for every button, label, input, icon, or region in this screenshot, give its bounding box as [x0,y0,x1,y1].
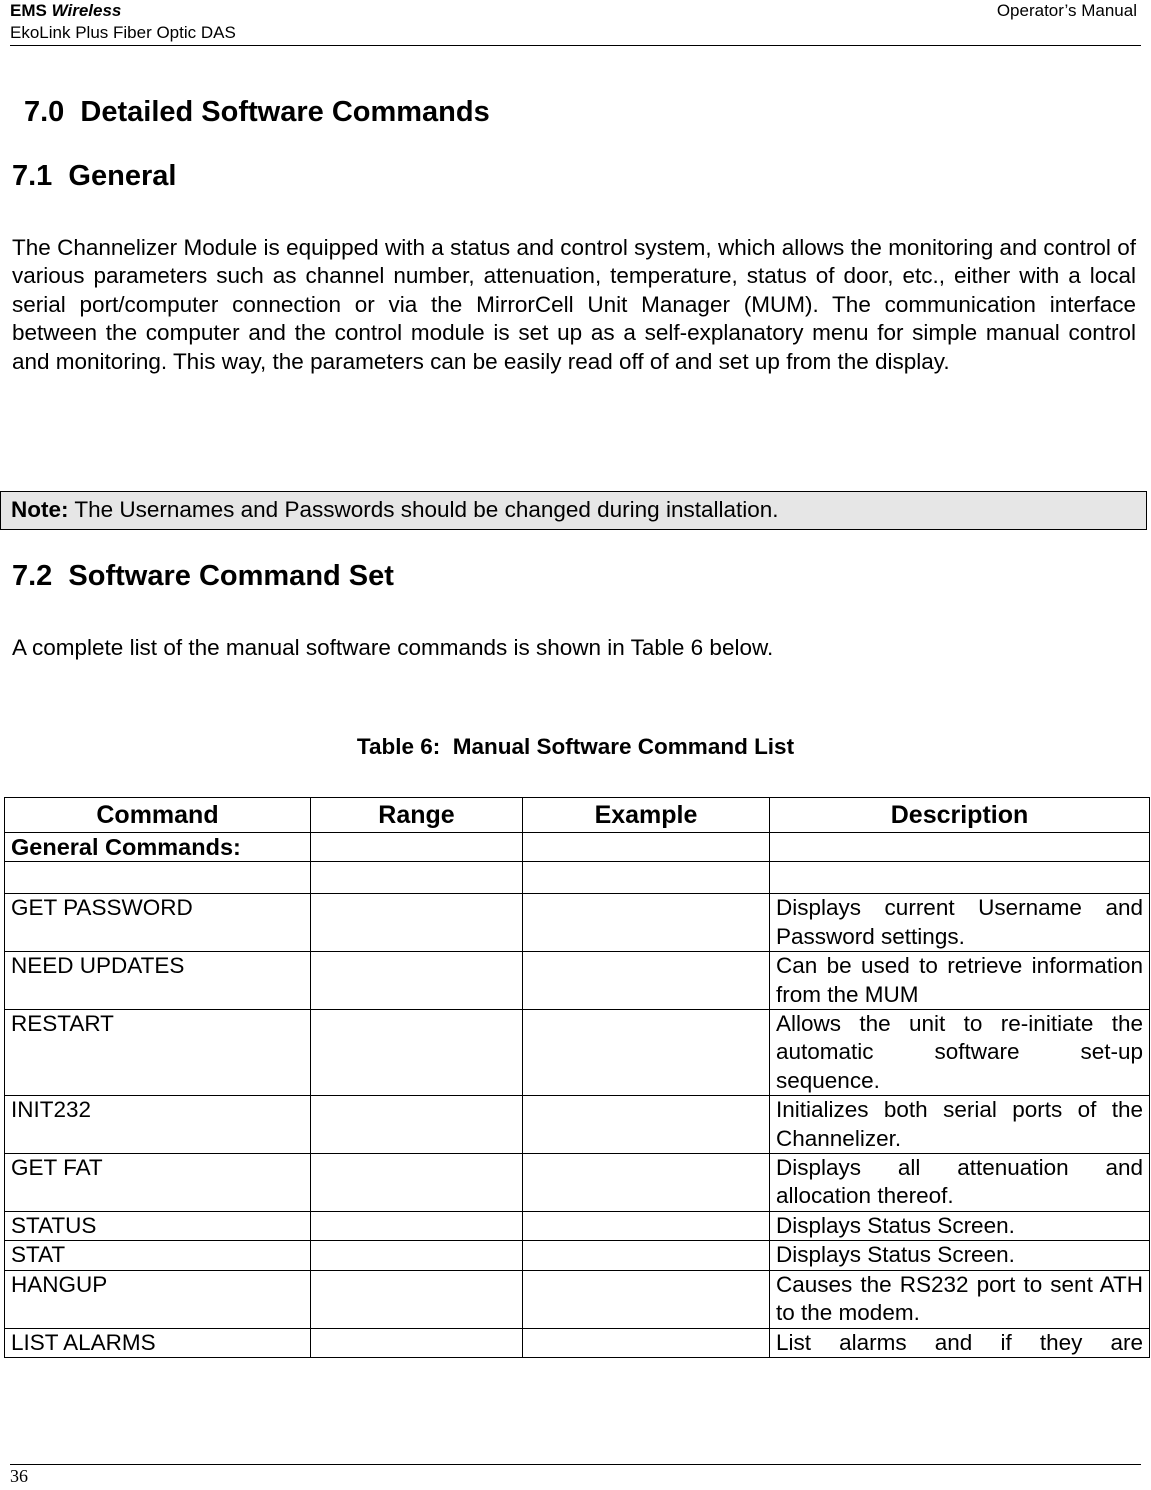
command-cell: INIT232 [5,1096,311,1154]
table-cell [770,862,1150,894]
command-cell: NEED UPDATES [5,952,311,1010]
table-header-row [5,798,1150,833]
range-cell [311,1154,523,1212]
description-cell: Causes the RS232 port to sent ATH to the modem. [770,1270,1150,1328]
column-header-example: Example [523,798,770,833]
table-group-row [5,833,1150,862]
range-cell [311,1328,523,1357]
table-row [5,894,1150,952]
document-type: Operator’s Manual [996,1,1137,20]
table-row [5,952,1150,1010]
table-cell [523,862,770,894]
command-cell: LIST ALARMS [5,1328,311,1357]
product-name: EkoLink Plus Fiber Optic DAS [10,23,236,42]
table-row [5,1328,1150,1357]
table-row [5,1211,1150,1240]
description-cell: Initializes both serial ports of the Channelizer. [770,1096,1150,1154]
range-cell [311,1096,523,1154]
table-cell [5,862,311,894]
header-divider [10,45,1141,46]
example-cell [523,952,770,1010]
command-cell: STATUS [5,1211,311,1240]
table-cell [311,833,523,862]
note-label: Note: [11,497,69,522]
section-title: 7.0 Detailed Software Commands [24,96,490,128]
note-box [0,491,1147,530]
range-cell [311,1010,523,1096]
column-header-description: Description [770,798,1150,833]
range-cell [311,1211,523,1240]
table-row [5,1096,1150,1154]
table-row [5,1154,1150,1212]
footer-divider [10,1464,1141,1465]
description-cell: Can be used to retrieve information from the MUM [770,952,1150,1010]
range-cell [311,1270,523,1328]
table-cell [311,862,523,894]
note-text: The Usernames and Passwords should be changed during installation. [68,497,779,522]
description-cell: Displays current Username and Password settings. [770,894,1150,952]
range-cell [311,952,523,1010]
description-cell: List alarms and if they are [770,1328,1150,1357]
command-cell: HANGUP [5,1270,311,1328]
command-table [4,797,1150,1358]
column-header-range: Range [311,798,523,833]
command-cell: RESTART [5,1010,311,1096]
example-cell [523,1154,770,1212]
description-cell: Displays Status Screen. [770,1241,1150,1270]
page-number: 36 [10,1466,28,1486]
table-row [5,1010,1150,1096]
running-header-left [10,0,236,44]
example-cell [523,1328,770,1357]
command-cell: GET FAT [5,1154,311,1212]
brand-name: EMS Wireless [10,1,122,20]
table-caption: Table 6: Manual Software Command List [356,734,795,759]
table-spacer-row [5,862,1150,894]
description-cell: Displays Status Screen. [770,1211,1150,1240]
range-cell [311,894,523,952]
command-cell: STAT [5,1241,311,1270]
group-label: General Commands: [5,833,311,862]
example-cell [523,1010,770,1096]
example-cell [523,1096,770,1154]
range-cell [311,1241,523,1270]
table-cell [770,833,1150,862]
description-cell: Displays all attenuation and allocation thereof. [770,1154,1150,1212]
column-header-command: Command [5,798,311,833]
example-cell [523,1211,770,1240]
example-cell [523,894,770,952]
command-set-paragraph: A complete list of the manual software commands is shown in Table 6 below. [12,635,774,660]
table-cell [523,833,770,862]
example-cell [523,1270,770,1328]
command-cell: GET PASSWORD [5,894,311,952]
command-set-heading: 7.2 Software Command Set [12,560,394,592]
example-cell [523,1241,770,1270]
table-row [5,1241,1150,1270]
description-cell: Allows the unit to re-initiate the automatic software set-up sequence. [770,1010,1150,1096]
general-heading: 7.1 General [12,160,177,192]
table-row [5,1270,1150,1328]
general-paragraph: The Channelizer Module is equipped with a status and control system, which allows the monitoring and control of various parameters such as channel number, attenuation, temperature, status of door, etc., either with a local serial port/computer connection or via the MirrorCell Unit Manager (MUM). The communication interface between the computer and the control module is set up as a self-explanatory menu for simple manual control and monitoring. This way, the parameters can be easily read off of and set up from the display. [12,235,1136,374]
